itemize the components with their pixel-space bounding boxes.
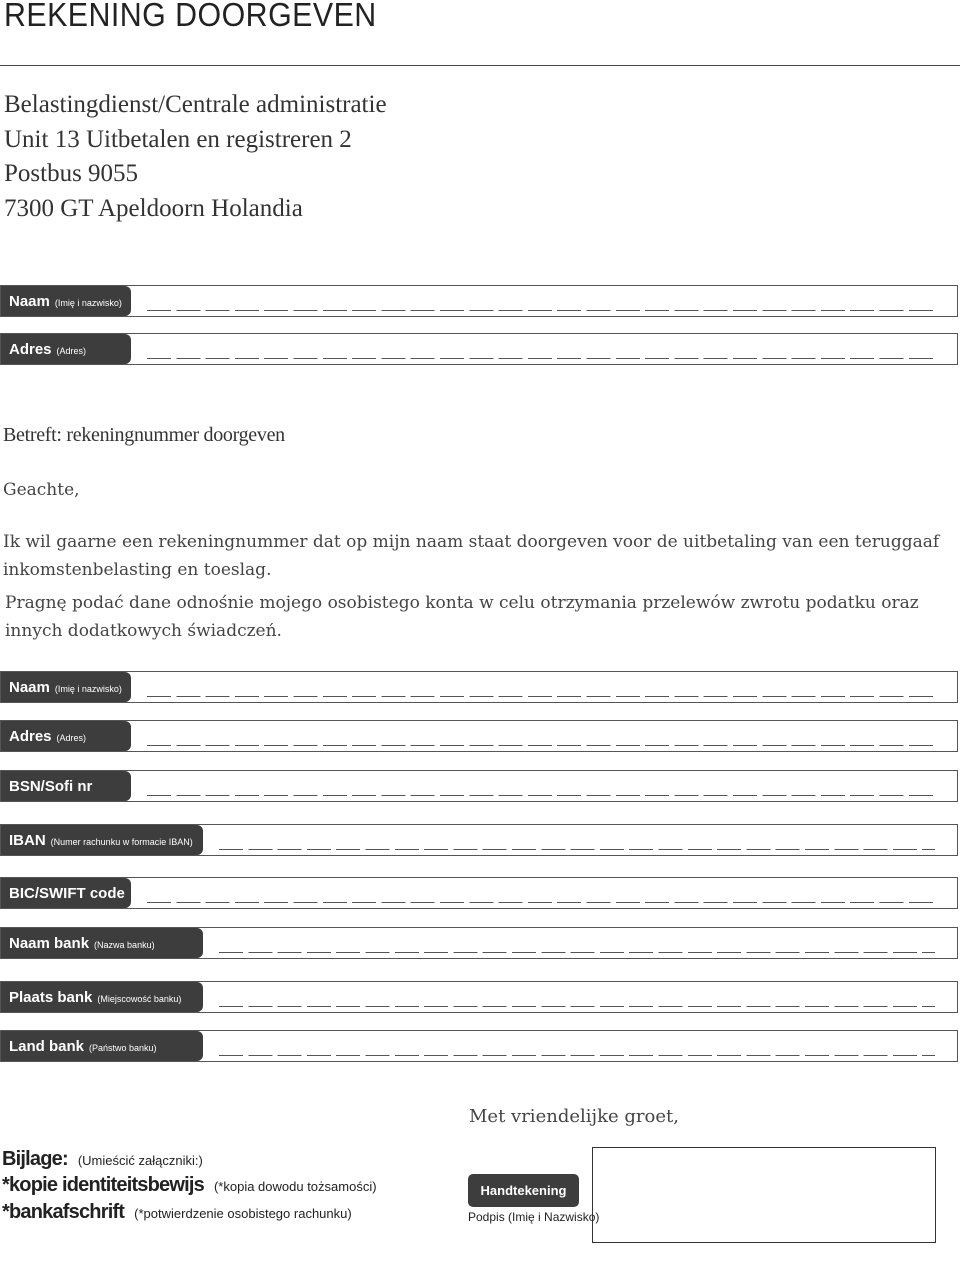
attachment-item: *kopie identiteitsbewijs (*kopia dowodu tożsamości): [2, 1174, 377, 1196]
fill-line: [219, 1006, 935, 1007]
signature-caption: Podpis (Imię i Nazwisko): [468, 1210, 600, 1224]
fill-line: [219, 1055, 935, 1056]
fill-line: [147, 902, 935, 903]
address-line: Postbus 9055: [4, 160, 139, 187]
fill-line: [147, 745, 935, 746]
field-label: Naam (Imię i nazwisko): [1, 672, 131, 702]
field-label: Naam bank (Nazwa banku): [1, 928, 203, 958]
account-address-field[interactable]: [0, 720, 958, 752]
address-line: Belastingdienst/Centrale administratie: [4, 91, 387, 118]
fill-line: [147, 310, 935, 311]
attachment-item: *bankafschrift (*potwierdzenie osobistego rachunku): [2, 1201, 352, 1223]
field-label: Adres (Adres): [1, 721, 131, 751]
fill-line: [147, 358, 935, 359]
sender-address-field[interactable]: [0, 333, 958, 365]
bank-country-field[interactable]: [0, 1030, 958, 1062]
field-label: BSN/Sofi nr: [1, 771, 131, 801]
signature-label: Handtekening: [468, 1174, 579, 1207]
fill-line: [219, 952, 935, 953]
field-label: BIC/SWIFT code: [1, 878, 131, 908]
fill-line: [219, 849, 935, 850]
bic-swift-field[interactable]: [0, 877, 958, 909]
greeting: Geachte,: [3, 480, 80, 500]
field-label: Plaats bank (Miejscowość banku): [1, 982, 203, 1012]
title-divider: [0, 65, 960, 66]
field-label: IBAN (Numer rachunku w formacie IBAN): [1, 825, 203, 855]
fill-line: [147, 795, 935, 796]
closing: Met vriendelijke groet,: [469, 1106, 679, 1127]
attachments-heading: Bijlage: (Umieścić załączniki:): [2, 1148, 203, 1170]
field-label: Adres (Adres): [1, 334, 131, 364]
page-title: REKENING DOORGEVEN: [4, 0, 377, 33]
bsn-field[interactable]: [0, 770, 958, 802]
signature-box[interactable]: [592, 1147, 936, 1243]
body-text-polish: Pragnę podać dane odnośnie mojego osobistego konta w celu otrzymania przelewów zwrotu podatku oraz innych dodatkowych świadczeń.: [5, 593, 919, 641]
bank-name-field[interactable]: [0, 927, 958, 959]
address-line: Unit 13 Uitbetalen en registreren 2: [4, 125, 352, 153]
field-label: Naam (Imię i nazwisko): [1, 286, 131, 316]
fill-line: [147, 696, 935, 697]
recipient-address: [4, 88, 387, 226]
bank-city-field[interactable]: [0, 981, 958, 1013]
address-line: 7300 GT Apeldoorn Holandia: [4, 194, 303, 222]
subject-line: Betreft: rekeningnummer doorgeven: [3, 424, 285, 446]
body-text-dutch: Ik wil gaarne een rekeningnummer dat op mijn naam staat doorgeven voor de uitbetaling van een teruggaaf inkomstenbelasting en toeslag.: [3, 532, 940, 580]
account-name-field[interactable]: [0, 671, 958, 703]
sender-name-field[interactable]: [0, 285, 958, 317]
field-label: Land bank (Państwo banku): [1, 1031, 203, 1061]
iban-field[interactable]: [0, 824, 958, 856]
